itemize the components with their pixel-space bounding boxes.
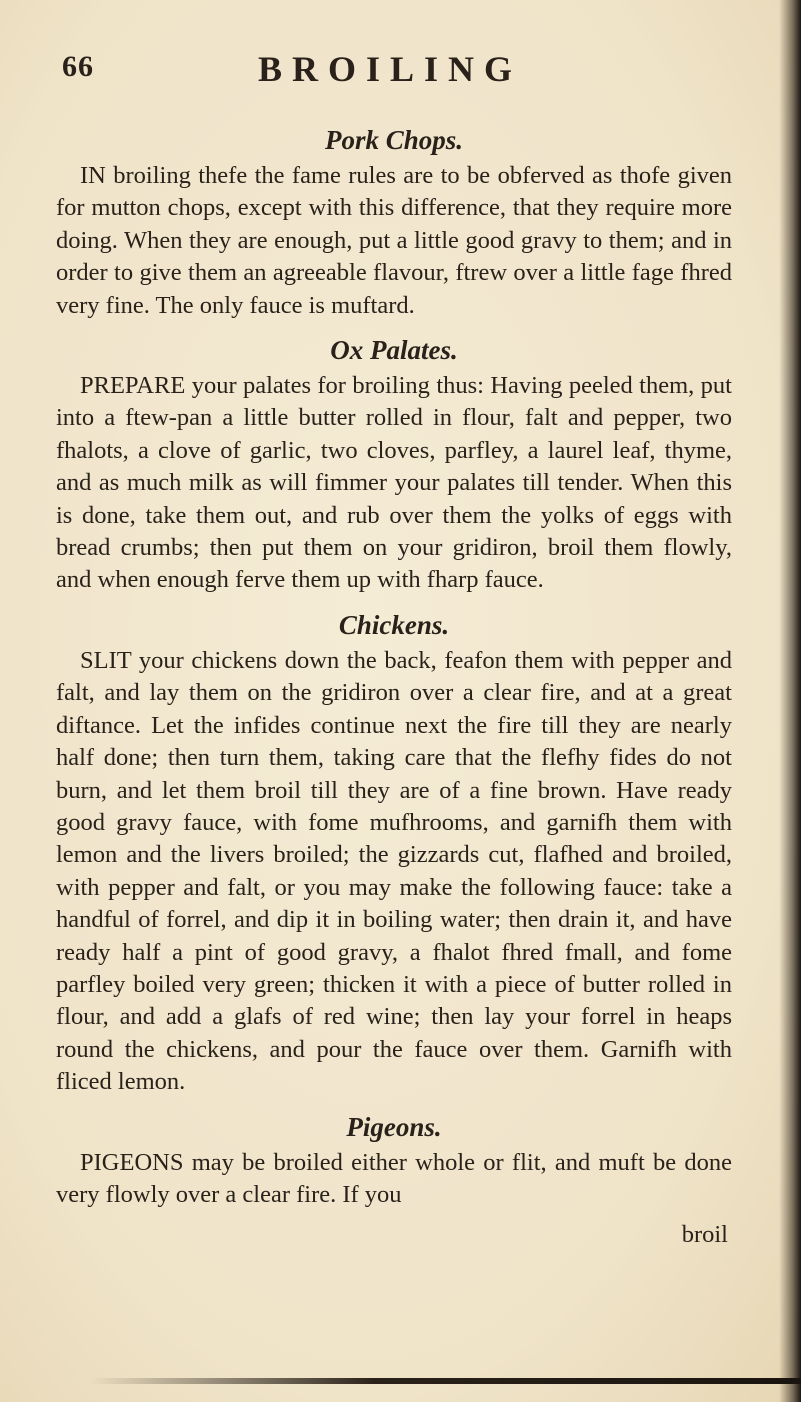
bottom-edge-shadow: [90, 1378, 801, 1384]
section-pigeons: [56, 1107, 732, 1212]
section-pork-chops: [56, 120, 732, 322]
catchword: broil: [681, 1221, 728, 1249]
section-heading: Pork Chops.: [324, 125, 464, 155]
section-heading: Pigeons.: [346, 1111, 442, 1142]
running-title: BROILING: [258, 49, 523, 89]
section-text: IN broiling thefe the fame rules are to be obferved as thofe given for mutton chops, except with this difference, that they require more doing. When they are enough, put a little good gravy to them; and in order to give them an agreeable flavour, ftrew over a little fage fhred very fine. The only fauce is muftard.: [56, 162, 732, 319]
section-heading: Ox Palates.: [330, 335, 458, 366]
page-body: [56, 120, 732, 1252]
section-text: SLIT your chickens down the back, feafon them with pepper and falt, and lay them on the gridiron over a clear fire, and at a great diftance. Let the infides continue next the fire till they are nearly half done; then turn them, taking care that the flefhy fides do not burn, and let them broil till they are of a fine brown. Have ready good gravy fauce, with fome mufhrooms, and garnifh them with lemon and the livers broiled; the gizzards cut, flafhed and broiled, with pepper and falt, or you may make the following fauce: take a handful of forrel, and dip it in boiling water; then drain it, and have ready half a pint of good gravy, a fhalot fhred fmall, and fome parfley boiled very green; thicken it with a piece of butter rolled in flour, and add a glafs of red wine; then lay your forrel in heaps round the chickens, and pour the fauce over them. Garnifh with fliced lemon.: [56, 646, 732, 1096]
section-text: PREPARE your palates for broiling thus: Having peeled them, put into a ftew-pan a little butter rolled in flour, falt and pepper, two fhalots, a clove of garlic, two cloves, parfley, a laurel leaf, thyme, and as much milk as will fimmer your palates till tender. When this is done, take them out, and rub over them the yolks of eggs with bread crumbs; then put them on your gridiron, broil them flowly, and when enough ferve them up with fharp fauce.: [56, 372, 732, 594]
section-heading: Chickens.: [338, 609, 450, 640]
section-text: PIGEONS may be broiled either whole or flit, and muft be done very flowly over a clear fire. If you: [56, 1148, 732, 1208]
section-ox-palates: [56, 330, 732, 597]
section-chickens: [56, 605, 732, 1099]
page-number: 66: [62, 50, 94, 83]
binding-edge-shadow: [779, 0, 801, 1402]
